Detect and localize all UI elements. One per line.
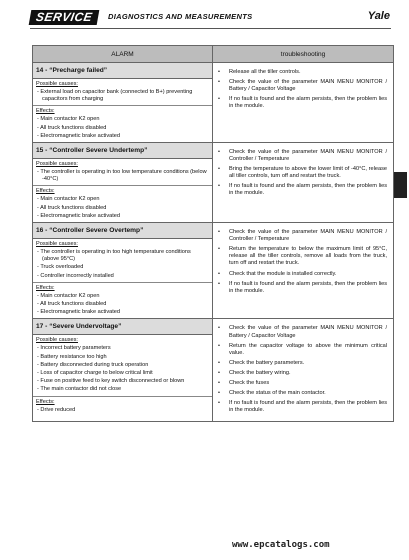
alarm-cell <box>33 319 213 421</box>
possible-causes-item: - The controller is operating in too low temperature conditions (below -40°C) <box>37 169 207 183</box>
effects <box>33 397 212 416</box>
alarm-title: 14 - “Precharge failed” <box>33 63 212 79</box>
alarm-title: 17 - “Severe Undervoltage” <box>33 319 212 335</box>
effects-item: - All truck functions disabled <box>37 301 107 308</box>
troubleshooting-step: • Check that the module is installed correctly. <box>217 271 387 278</box>
table-row <box>33 223 393 319</box>
alarm-title: 15 - “Controller Severe Undertemp” <box>33 143 212 159</box>
effects-label: Effects: <box>36 284 55 291</box>
troubleshooting-step: • Check the value of the parameter MAIN MENU MONITOR / Battery / Capacitor Voltage <box>217 79 387 93</box>
effects-item: - All truck functions disabled <box>37 124 107 131</box>
troubleshooting-cell <box>213 319 393 421</box>
possible-causes-item: - The controller is operating in too high temperature conditions (above 95°C) <box>37 249 191 263</box>
troubleshooting-step: • Return the temperature to below the maximum limit of 95°C, release all the tiller controls, remove all loads from the truck, turn off and restart the truck. <box>217 246 387 267</box>
effects-item: - Electromagnetic brake activated <box>37 212 121 219</box>
watermark: www.epcatalogs.com <box>232 540 330 550</box>
effects-item: - Electromagnetic brake activated <box>37 132 121 139</box>
effects-item: - Electromagnetic brake activated <box>37 309 121 316</box>
effects <box>33 106 212 142</box>
possible-causes-item: - The main contactor did not close <box>37 386 122 393</box>
alarm-title: 16 - “Controller Severe Overtemp” <box>33 223 212 239</box>
alarm-cell <box>33 223 213 318</box>
troubleshooting-step: • If no fault is found and the alarm persists, then the problem lies in the module. <box>217 281 387 295</box>
possible-causes-item: - Loss of capacitor charge to below critical limit <box>37 370 153 377</box>
possible-causes-item: - Fuse on positive feed to key switch disconnected or blown <box>37 378 185 385</box>
column-header-alarm: ALARM <box>33 46 213 62</box>
table-body <box>33 63 393 422</box>
troubleshooting-step: • Return the capacitor voltage to above the minimum critical value. <box>217 343 387 357</box>
troubleshooting-step: • Check the battery parameters. <box>217 360 387 367</box>
troubleshooting-step: • Check the status of the main contactor. <box>217 390 387 397</box>
alarm-table <box>32 45 394 422</box>
column-header-troubleshooting: troubleshooting <box>280 50 326 58</box>
effects-item: - Main contactor K2 open <box>37 292 100 299</box>
table-row <box>33 143 393 223</box>
troubleshooting-step: • Check the battery wiring. <box>217 370 387 377</box>
troubleshooting-step: • If no fault is found and the alarm persists, then the problem lies in the module. <box>217 96 387 110</box>
table-header <box>33 46 393 63</box>
effects-item: - Main contactor K2 open <box>37 196 100 203</box>
possible-causes-item: - Controller incorrectly installed <box>37 272 114 279</box>
effects-label: Effects: <box>36 108 55 115</box>
possible-causes-label: Possible causes: <box>36 241 78 248</box>
alarm-cell <box>33 143 213 222</box>
troubleshooting-step: • If no fault is found and the alarm persists, then the problem lies in the module. <box>217 183 387 197</box>
section-tab-marker <box>393 172 407 198</box>
troubleshooting-step: • Bring the temperature to above the lower limit of -40°C, release all tiller controls, turn off and restart the truck. <box>217 166 387 180</box>
possible-causes <box>33 79 212 106</box>
table-row <box>33 319 393 422</box>
effects-item: - Drive reduced <box>37 406 76 413</box>
header-title: DIAGNOSTICS AND MEASUREMENTS <box>108 12 253 21</box>
service-badge: SERVICE <box>29 10 100 25</box>
possible-causes-item: - Incorrect battery parameters <box>37 345 111 352</box>
possible-causes-item: - Truck overloaded <box>37 264 84 271</box>
possible-causes <box>33 335 212 396</box>
troubleshooting-step: • Check the value of the parameter MAIN MENU MONITOR / Controller / Temperature <box>217 149 387 163</box>
possible-causes-item: - Battery disconnected during truck operation <box>37 361 149 368</box>
effects <box>33 283 212 319</box>
troubleshooting-step: • Check the value of the parameter MAIN MENU MONITOR / Controller / Temperature <box>217 229 387 243</box>
troubleshooting-step: • Release all the tiller controls. <box>217 69 387 76</box>
possible-causes-label: Possible causes: <box>36 81 78 87</box>
possible-causes-item: - External load on capacitor bank (connected to B+) preventing capacitors from charging <box>37 89 193 103</box>
possible-causes-label: Possible causes: <box>36 337 78 344</box>
header-rule <box>30 28 391 29</box>
effects-label: Effects: <box>36 398 55 405</box>
troubleshooting-cell <box>213 143 393 222</box>
troubleshooting-cell <box>213 63 393 142</box>
effects-item: - Main contactor K2 open <box>37 116 100 123</box>
possible-causes-label: Possible causes: <box>36 161 78 168</box>
troubleshooting-step: • Check the fuses <box>217 380 387 387</box>
troubleshooting-cell <box>213 223 393 318</box>
alarm-cell <box>33 63 213 142</box>
possible-causes-item: - Battery resistance too high <box>37 353 107 360</box>
table-row <box>33 63 393 143</box>
brand-logo: Yale <box>367 10 390 22</box>
troubleshooting-step: • Check the value of the parameter MAIN MENU MONITOR / Battery / Capacitor Voltage <box>217 325 387 339</box>
effects <box>33 186 212 222</box>
effects-item: - All truck functions disabled <box>37 204 107 211</box>
possible-causes <box>33 159 212 186</box>
effects-label: Effects: <box>36 188 55 195</box>
page-header <box>30 10 390 26</box>
possible-causes <box>33 239 212 283</box>
troubleshooting-step: • If no fault is found and the alarm persists, then the problem lies in the module. <box>217 400 387 414</box>
